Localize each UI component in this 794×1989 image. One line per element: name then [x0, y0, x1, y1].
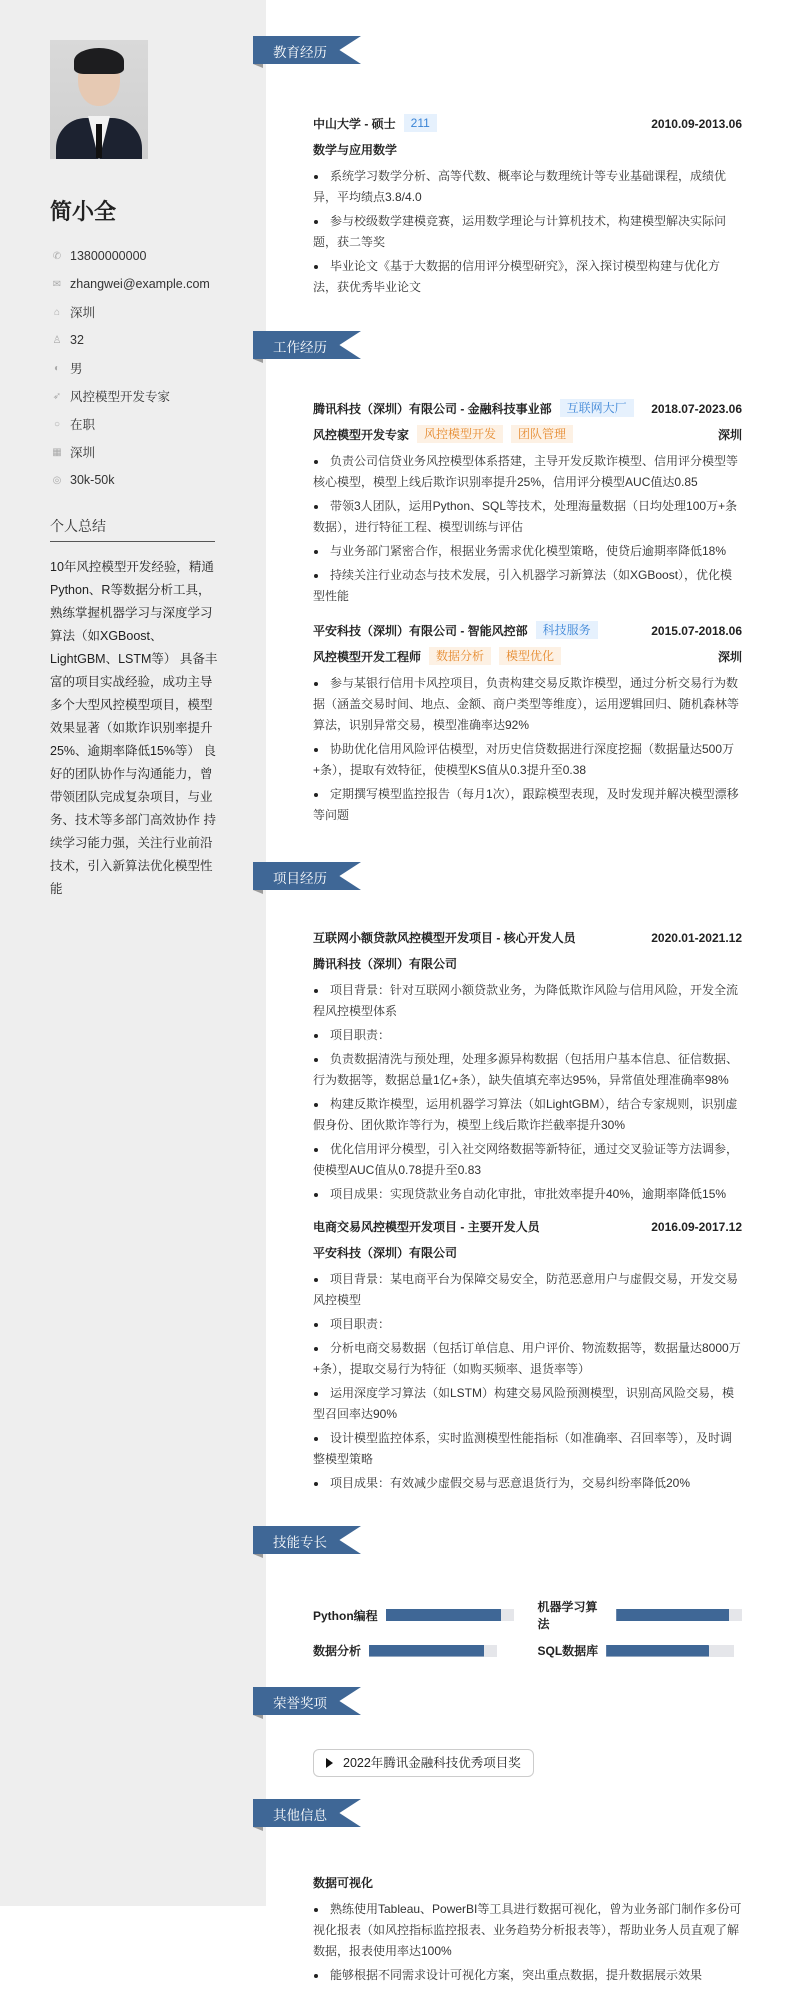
contact-text: 13800000000	[70, 249, 147, 263]
bullet-item: 负责公司信贷业务风控模型体系搭建，主导开发反欺诈模型、信用评分模型等核心模型，模型上线后欺诈识别率提升25%，信用评分模型AUC值达0.85	[313, 451, 742, 493]
contact-text: 深圳	[70, 446, 96, 460]
section-title: 教育经历	[273, 45, 327, 60]
contact-item	[50, 438, 210, 466]
contact-text: 30k-50k	[70, 473, 115, 487]
status-icon: ○	[53, 418, 61, 430]
section-header-education	[253, 36, 361, 64]
entry-title-group	[313, 399, 634, 419]
bullet-item: 项目职责：	[313, 1025, 742, 1046]
contact-item	[50, 466, 210, 494]
city-icon: ▦	[52, 446, 62, 458]
bullet-item: 与业务部门紧密合作，根据业务需求优化模型策略，使贷后逾期率降低18%	[313, 541, 742, 562]
bullet-item: 项目背景：针对互联网小额贷款业务，为降低欺诈风险与信用风险，开发全流程风控模型体系	[313, 980, 742, 1022]
contact-text: 在职	[70, 418, 96, 432]
project-title: 互联网小额贷款风控模型开发项目 - 核心开发人员	[313, 931, 576, 945]
sidebar	[0, 0, 266, 1906]
bullet-item: 系统学习数学分析、高等代数、概率论与数理统计等专业基础课程，成绩优异，平均绩点3.8/4.0	[313, 166, 742, 208]
bullet-item: 持续关注行业动态与技术发展，引入机器学习新算法（如XGBoost），优化模型性能	[313, 565, 742, 607]
contact-item	[50, 326, 210, 354]
tag-badge: 模型优化	[499, 647, 561, 665]
other-title: 数据可视化	[313, 1876, 374, 1890]
bullet-list	[313, 1899, 742, 1986]
contact-text: 男	[70, 362, 83, 376]
project-entry	[313, 1217, 742, 1494]
bullet-item: 运用深度学习算法（如LSTM）构建交易风险预测模型，识别高风险交易，模型召回率达90%	[313, 1383, 742, 1425]
entry-header	[313, 114, 742, 134]
section-title: 技能专长	[273, 1535, 327, 1550]
skill-bar	[369, 1645, 497, 1657]
section-header-other	[253, 1799, 361, 1827]
company-title: 平安科技（深圳）有限公司 - 智能风控部	[313, 624, 528, 638]
age-icon: ♙	[52, 334, 62, 346]
contact-item	[50, 242, 210, 270]
entry-date: 2020.01-2021.12	[651, 931, 742, 945]
contact-item	[50, 410, 210, 438]
major: 数学与应用数学	[313, 143, 398, 157]
role-row	[313, 425, 742, 445]
tag-badge: 互联网大厂	[560, 399, 634, 417]
section-header-skills	[253, 1526, 361, 1554]
contact-item	[50, 382, 210, 410]
bullet-item: 参与某银行信用卡风控项目，负责构建交易反欺诈模型，通过分析交易行为数据（涵盖交易时间、地点、金额、商户类型等维度），运用逻辑回归、随机森林等算法，识别异常交易，模型准确率达92%	[313, 673, 742, 736]
contact-text: 32	[70, 333, 84, 347]
job-city: 深圳	[717, 428, 742, 442]
entry-title-group	[313, 621, 598, 641]
bullet-list	[313, 166, 742, 298]
section-header-awards	[253, 1687, 361, 1715]
phone-icon: ✆	[52, 250, 62, 262]
other-entry	[313, 1873, 742, 1986]
skill-item	[538, 1598, 743, 1632]
target-job-icon: ➶	[52, 390, 62, 402]
award-text: 2022年腾讯金融科技优秀项目奖	[343, 1756, 521, 1770]
tag-badge: 风控模型开发	[417, 425, 503, 443]
tag-badge: 科技服务	[536, 621, 598, 639]
entry-header	[313, 399, 742, 419]
bullet-item: 分析电商交易数据（包括订单信息、用户评价、物流数据等，数据量达8000万+条），提取交易行为特征（如购买频率、退货率等）	[313, 1338, 742, 1380]
role-group	[313, 647, 561, 667]
skill-bar-fill	[386, 1609, 501, 1621]
company-title: 腾讯科技（深圳）有限公司 - 金融科技事业部	[313, 402, 552, 416]
divider	[50, 541, 215, 542]
bullet-item: 优化信用评分模型，引入社交网络数据等新特征，通过交叉验证等方法调参，使模型AUC值从0.78提升至0.83	[313, 1139, 742, 1181]
section-title: 荣誉奖项	[273, 1696, 327, 1711]
home-icon: ⌂	[53, 306, 61, 318]
contact-text: 风控模型开发专家	[70, 390, 171, 404]
school-title: 中山大学 - 硕士	[313, 117, 396, 131]
summary-title: 个人总结	[50, 518, 106, 534]
section-header-projects	[253, 862, 361, 890]
bullet-item: 负责数据清洗与预处理，处理多源异构数据（包括用户基本信息、征信数据、行为数据等，数据总量1亿+条），缺失值填充率达95%，异常值处理准确率98%	[313, 1049, 742, 1091]
bullet-item: 定期撰写模型监控报告（每月1次），跟踪模型表现，及时发现并解决模型漂移等问题	[313, 784, 742, 826]
section-title: 项目经历	[273, 871, 327, 886]
bullet-list	[313, 451, 742, 607]
bullet-item: 项目成果：实现贷款业务自动化审批，审批效率提升40%，逾期率降低15%	[313, 1184, 742, 1205]
skill-bar	[606, 1645, 734, 1657]
entry-header	[313, 1217, 742, 1237]
summary-text: 10年风控模型开发经验，精通Python、R等数据分析工具，熟练掌握机器学习与深度学习算法（如XGBoost、LightGBM、LSTM等） 具备丰富的项目实战经验，成功主导多个大型风控模型项目，模型效果显著（如欺诈识别率提升25%、逾期率降低15%等） 良好的团队协作与沟通能力，曾带领团队完成复杂项目，与业务、技术等多部门高效协作 持续学习能力强，关注行业前沿技术，引入新算法优化模型性能	[50, 560, 218, 896]
bullet-item: 构建反欺诈模型，运用机器学习算法（如LightGBM），结合专家规则，识别虚假身份、团伙欺诈等行为，模型上线后欺诈拦截率提升30%	[313, 1094, 742, 1136]
section-header-work	[253, 331, 361, 359]
entry-date: 2016.09-2017.12	[651, 1220, 742, 1234]
bullet-item: 熟练使用Tableau、PowerBI等工具进行数据可视化，曾为业务部门制作多份可视化报表（如风控指标监控报表、业务趋势分析报表等），帮助业务人员直观了解数据，报表使用率达100%	[313, 1899, 742, 1962]
entry-date: 2018.07-2023.06	[651, 402, 742, 416]
main-content	[253, 0, 794, 1989]
contact-text: 深圳	[70, 306, 96, 320]
bullet-item: 参与校级数学建模竞赛，运用数学理论与计算机技术，构建模型解决实际问题，获二等奖	[313, 211, 742, 253]
entry-date: 2010.09-2013.06	[651, 117, 742, 131]
skills-grid	[313, 1598, 742, 1659]
work-entry	[313, 399, 742, 607]
bullet-item: 毕业论文《基于大数据的信用评分模型研究》，深入探讨模型构建与优化方法，获优秀毕业论文	[313, 256, 742, 298]
gender-icon: ◐	[53, 362, 61, 374]
email-icon: ✉	[52, 278, 62, 290]
bullet-item: 设计模型监控体系，实时监测模型性能指标（如准确率、召回率等），及时调整模型策略	[313, 1428, 742, 1470]
skill-bar	[386, 1609, 514, 1621]
profile-photo	[50, 40, 148, 159]
skill-item	[313, 1642, 518, 1659]
bullet-list	[313, 1269, 742, 1494]
project-entry	[313, 928, 742, 1205]
skill-name: 数据分析	[313, 1644, 362, 1658]
job-role: 风控模型开发专家	[313, 428, 410, 442]
contact-item	[50, 354, 210, 382]
entry-title-group	[313, 114, 437, 134]
entry-header	[313, 621, 742, 641]
skill-bar-fill	[606, 1645, 708, 1657]
contact-list	[50, 242, 210, 494]
job-role: 风控模型开发工程师	[313, 650, 422, 664]
bullet-item: 协助优化信用风险评估模型，对历史信贷数据进行深度挖掘（数据量达500万+条），提取有效特征，使模型KS值从0.3提升至0.38	[313, 739, 742, 781]
bullet-item: 项目成果：有效减少虚假交易与恶意退货行为，交易纠纷率降低20%	[313, 1473, 742, 1494]
skill-bar-fill	[369, 1645, 484, 1657]
work-entry	[313, 621, 742, 826]
role-group	[313, 425, 573, 445]
bullet-item: 项目背景：某电商平台为保障交易安全，防范恶意用户与虚假交易，开发交易风控模型	[313, 1269, 742, 1311]
award-item	[313, 1749, 534, 1777]
tag-badge: 数据分析	[429, 647, 491, 665]
section-title: 其他信息	[273, 1808, 327, 1823]
skill-item	[538, 1642, 743, 1659]
skill-name: Python编程	[313, 1608, 378, 1623]
bullet-item: 能够根据不同需求设计可视化方案，突出重点数据，提升数据展示效果	[313, 1965, 742, 1986]
skill-name: 机器学习算法	[537, 1600, 598, 1631]
bullet-item: 项目职责：	[313, 1314, 742, 1335]
project-company: 腾讯科技（深圳）有限公司	[313, 957, 458, 971]
contact-item	[50, 298, 210, 326]
skill-name: SQL数据库	[537, 1644, 599, 1658]
skill-bar-fill	[616, 1609, 729, 1621]
role-row	[313, 647, 742, 667]
skill-item	[313, 1598, 518, 1632]
bullet-item: 带领3人团队，运用Python、SQL等技术，处理海量数据（日均处理100万+条数据），进行特征工程、模型训练与评估	[313, 496, 742, 538]
tag-badge: 团队管理	[511, 425, 573, 443]
skill-bar	[616, 1609, 742, 1621]
contact-item	[50, 270, 210, 298]
candidate-name: 简小全	[50, 199, 117, 224]
project-title: 电商交易风控模型开发项目 - 主要开发人员	[313, 1220, 540, 1234]
job-city: 深圳	[717, 650, 742, 664]
bullet-list	[313, 673, 742, 826]
salary-icon: ◎	[52, 474, 62, 486]
entry-date: 2015.07-2018.06	[651, 624, 742, 638]
education-entry	[313, 114, 742, 298]
entry-header	[313, 928, 742, 948]
bullet-list	[313, 980, 742, 1205]
contact-text: zhangwei@example.com	[70, 277, 210, 291]
play-triangle-icon	[326, 1758, 333, 1768]
project-company: 平安科技（深圳）有限公司	[313, 1246, 458, 1260]
tag-badge: 211	[404, 114, 437, 132]
section-title: 工作经历	[273, 340, 327, 355]
